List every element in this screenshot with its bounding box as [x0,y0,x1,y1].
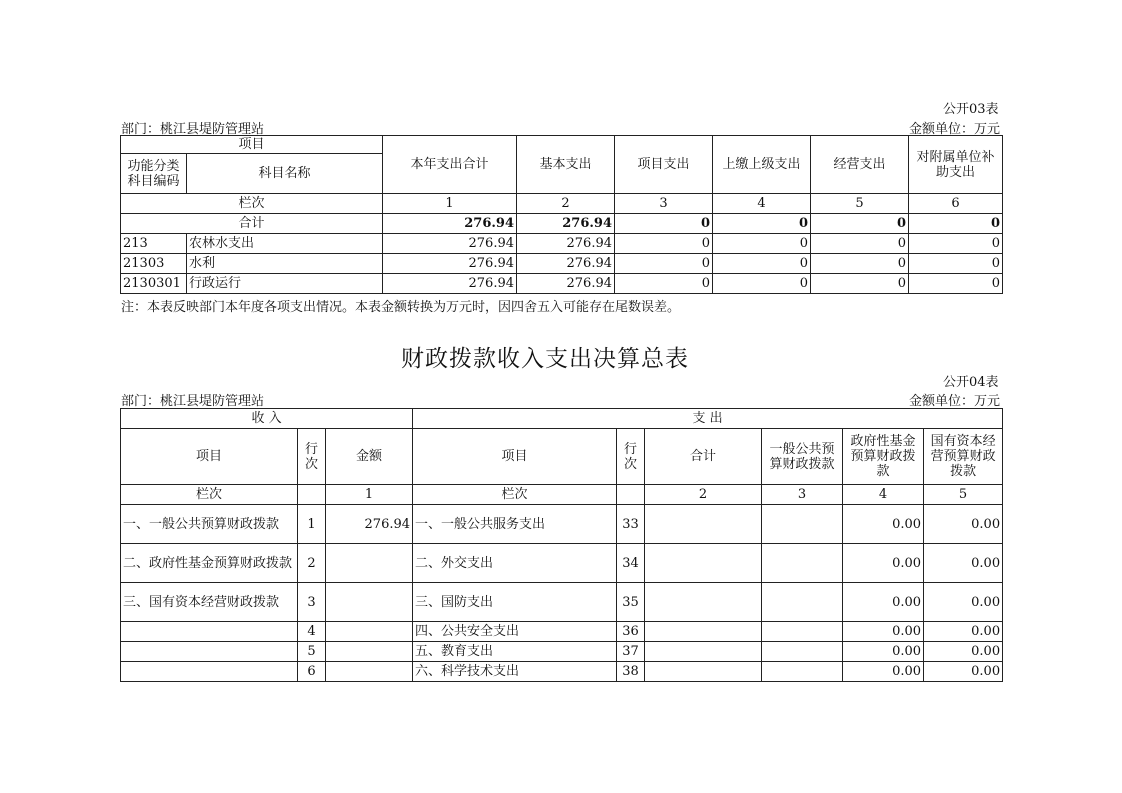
col-num: 1 [326,485,413,505]
col-num: 6 [909,194,1003,214]
cell-value: 0 [909,234,1003,254]
cell-general [762,505,843,544]
table-row [121,622,1003,642]
cell-state: 0.00 [924,583,1003,622]
cell-state: 0.00 [924,642,1003,662]
table-note: 注：本表反映部门本年度各项支出情况。本表金额转换为万元时，因四舍五入可能存在尾数误差。 [121,300,681,315]
cell-value: 276.94 [383,274,517,294]
expenditure-table [120,135,1003,294]
cell-value: 0 [909,214,1003,234]
income-line: 5 [298,642,326,662]
cell-value: 0 [615,274,713,294]
col-num: 3 [615,194,713,214]
row-label: 栏次 [121,194,383,214]
income-line: 3 [298,583,326,622]
income-item [121,662,298,682]
income-amount [326,622,413,642]
cell-fund: 0.00 [843,642,924,662]
cell-value: 276.94 [383,234,517,254]
cell-fund: 0.00 [843,662,924,682]
header-project: 项目 [121,136,383,154]
cell-value: 0 [909,254,1003,274]
cell-total [645,622,762,642]
income-item: 一、一般公共预算财政拨款 [121,505,298,544]
cell-state: 0.00 [924,505,1003,544]
cell-value: 276.94 [383,214,517,234]
income-amount [326,662,413,682]
col-num: 1 [383,194,517,214]
cell-total [645,544,762,583]
cell-general [762,583,843,622]
table-row [121,544,1003,583]
empty-cell [617,485,645,505]
cell-fund: 0.00 [843,622,924,642]
header-state: 国有资本经营预算财政拨款 [924,429,1003,485]
cell-value: 0 [615,234,713,254]
cell-state: 0.00 [924,544,1003,583]
income-amount [326,642,413,662]
cell-value: 0 [811,254,909,274]
income-item: 三、国有资本经营财政拨款 [121,583,298,622]
cell-value: 0 [909,274,1003,294]
expense-item: 一、一般公共服务支出 [413,505,617,544]
income-line: 2 [298,544,326,583]
expense-line: 34 [617,544,645,583]
income-item: 二、政府性基金预算财政拨款 [121,544,298,583]
cell-state: 0.00 [924,662,1003,682]
empty-cell [298,485,326,505]
income-line: 4 [298,622,326,642]
header-expense: 支 出 [413,409,1003,429]
cell-fund: 0.00 [843,583,924,622]
cell-value: 0 [615,214,713,234]
header-total: 本年支出合计 [383,136,517,194]
col-num: 2 [645,485,762,505]
header-fund: 政府性基金预算财政拨款 [843,429,924,485]
table-row [121,505,1003,544]
table-code-04: 公开04表 [943,375,999,390]
cell-general [762,642,843,662]
unit-label: 金额单位：万元 [909,122,1001,137]
table-row [121,662,1003,682]
table-row [121,254,1003,274]
cell-name: 水利 [187,254,383,274]
expense-line: 36 [617,622,645,642]
col-num: 2 [517,194,615,214]
col-num: 5 [811,194,909,214]
income-line: 1 [298,505,326,544]
row-label: 栏次 [413,485,617,505]
table-row [121,583,1003,622]
header-total: 合计 [645,429,762,485]
cell-value: 0 [811,214,909,234]
income-line: 6 [298,662,326,682]
table-row-sum [121,214,1003,234]
cell-total [645,662,762,682]
cell-fund: 0.00 [843,505,924,544]
income-item [121,642,298,662]
cell-total [645,583,762,622]
sum-label: 合计 [121,214,383,234]
income-amount [326,544,413,583]
col-num: 4 [843,485,924,505]
cell-value: 0 [811,234,909,254]
cell-value: 276.94 [383,254,517,274]
expense-item: 五、教育支出 [413,642,617,662]
cell-value: 0 [713,274,811,294]
department-label: 部门：桃江县堤防管理站 [121,122,265,137]
header-subsidy: 对附属单位补助支出 [909,136,1003,194]
cell-value: 0 [713,214,811,234]
cell-code: 21303 [121,254,187,274]
expense-item: 四、公共安全支出 [413,622,617,642]
header-income: 收 入 [121,409,413,429]
header-upper: 上缴上级支出 [713,136,811,194]
page-title: 财政拨款收入支出决算总表 [401,346,689,372]
expense-line: 33 [617,505,645,544]
income-amount [326,583,413,622]
header-item: 项目支出 [615,136,713,194]
expense-item: 六、科学技术支出 [413,662,617,682]
header-basic: 基本支出 [517,136,615,194]
header-out-line: 行次 [617,429,645,485]
cell-value: 276.94 [517,254,615,274]
cell-value: 276.94 [517,274,615,294]
cell-value: 276.94 [517,234,615,254]
income-amount: 276.94 [326,505,413,544]
cell-value: 0 [811,274,909,294]
row-label: 栏次 [121,485,298,505]
cell-name: 行政运行 [187,274,383,294]
table-row [121,642,1003,662]
header-func-code: 功能分类科目编码 [121,154,187,194]
header-subject-name: 科目名称 [187,154,383,194]
budget-summary-table [120,408,1003,682]
header-out-item: 项目 [413,429,617,485]
expense-line: 37 [617,642,645,662]
cell-general [762,662,843,682]
table-code-03: 公开03表 [943,102,999,117]
cell-name: 农林水支出 [187,234,383,254]
expense-line: 35 [617,583,645,622]
expense-line: 38 [617,662,645,682]
cell-general [762,544,843,583]
cell-value: 276.94 [517,214,615,234]
cell-value: 0 [713,254,811,274]
header-in-item: 项目 [121,429,298,485]
header-in-line: 行次 [298,429,326,485]
department-label: 部门：桃江县堤防管理站 [121,394,265,409]
cell-code: 2130301 [121,274,187,294]
cell-value: 0 [713,234,811,254]
cell-total [645,642,762,662]
cell-fund: 0.00 [843,544,924,583]
cell-code: 213 [121,234,187,254]
cell-state: 0.00 [924,622,1003,642]
cell-total [645,505,762,544]
table-row [121,234,1003,254]
col-num: 5 [924,485,1003,505]
header-general: 一般公共预算财政拨款 [762,429,843,485]
expense-item: 二、外交支出 [413,544,617,583]
income-item [121,622,298,642]
unit-label: 金额单位：万元 [909,394,1001,409]
header-amount: 金额 [326,429,413,485]
cell-value: 0 [615,254,713,274]
col-num: 3 [762,485,843,505]
col-num: 4 [713,194,811,214]
header-business: 经营支出 [811,136,909,194]
expense-item: 三、国防支出 [413,583,617,622]
table-row [121,274,1003,294]
cell-general [762,622,843,642]
